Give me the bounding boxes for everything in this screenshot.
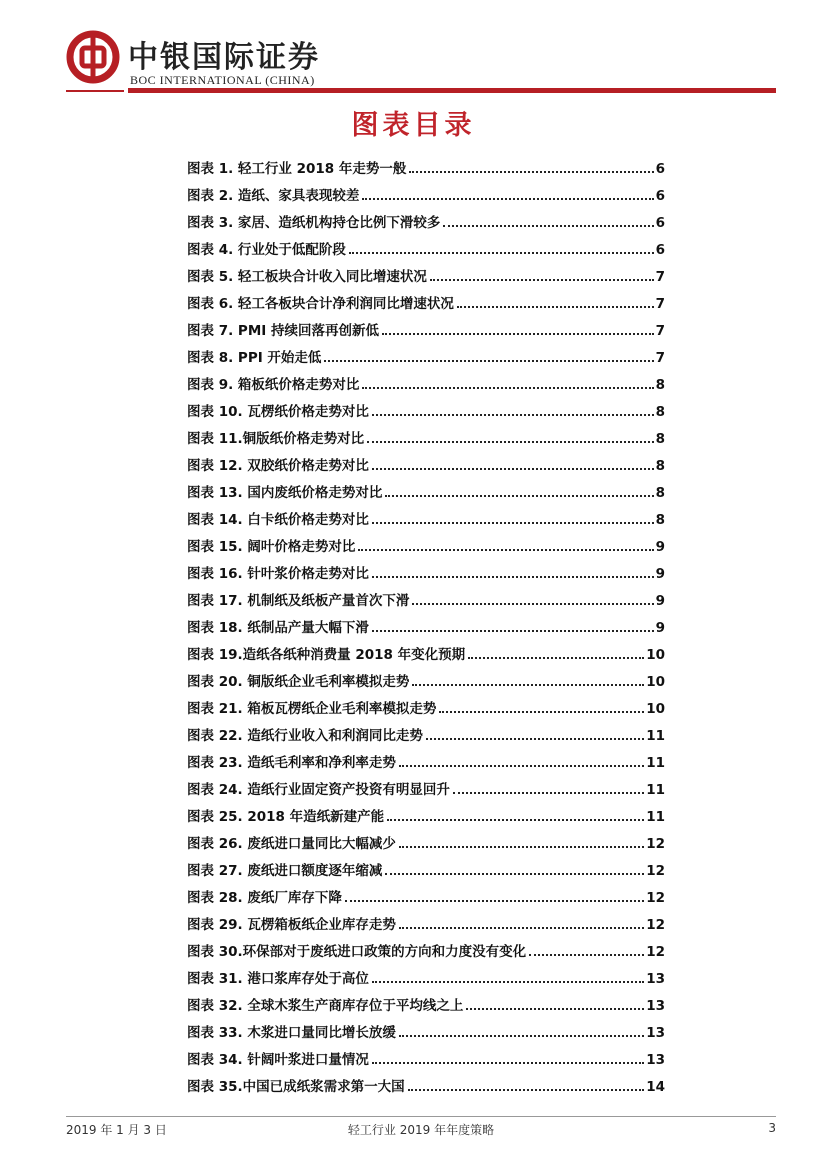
toc-entry[interactable]	[187, 670, 665, 697]
header-divider-left	[66, 90, 124, 92]
brand-name-en: BOC INTERNATIONAL (CHINA)	[130, 73, 315, 87]
toc-entry-page[interactable]: 11	[646, 728, 665, 744]
toc-entry-page[interactable]: 13	[646, 971, 665, 987]
toc-entry-page[interactable]: 7	[655, 296, 665, 312]
toc-entry-page[interactable]: 12	[646, 917, 665, 933]
toc-entry-label[interactable]: 图表 10. 瓦楞纸价格走势对比	[187, 404, 369, 420]
toc-dot-leader	[399, 846, 644, 848]
toc-entry-label[interactable]: 图表 13. 国内废纸价格走势对比	[187, 485, 383, 501]
toc-dot-leader	[443, 225, 653, 227]
toc-entry[interactable]	[187, 562, 665, 589]
footer-report-title: 轻工行业 2019 年年度策略	[347, 1123, 495, 1137]
footer-date: 2019 年 1 月 3 日	[66, 1123, 167, 1137]
toc-entry-page[interactable]: 9	[655, 620, 665, 636]
toc-entry-label[interactable]: 图表 29. 瓦楞箱板纸企业库存走势	[187, 917, 396, 933]
toc-entry-label[interactable]: 图表 30.环保部对于废纸进口政策的方向和力度没有变化	[187, 944, 527, 960]
toc-entry-page[interactable]: 9	[655, 566, 665, 582]
toc-entry-label[interactable]: 图表 32. 全球木浆生产商库存位于平均线之上	[187, 998, 464, 1014]
toc-entry-label[interactable]: 图表 2. 造纸、家具表现较差	[187, 188, 360, 204]
toc-entry-label[interactable]: 图表 14. 白卡纸价格走势对比	[187, 512, 369, 528]
toc-entry-page[interactable]: 12	[646, 944, 665, 960]
toc-entry-page[interactable]: 12	[646, 863, 665, 879]
toc-entry[interactable]	[187, 778, 665, 805]
toc-dot-leader	[367, 441, 653, 443]
toc-entry-page[interactable]: 6	[655, 161, 665, 177]
toc-entry[interactable]	[187, 1021, 665, 1048]
toc-dot-leader	[349, 252, 654, 254]
toc-entry[interactable]	[187, 913, 665, 940]
toc-entry[interactable]	[187, 508, 665, 535]
toc-entry-label[interactable]: 图表 25. 2018 年造纸新建产能	[187, 809, 385, 825]
toc-entry[interactable]	[187, 319, 665, 346]
toc-entry-page[interactable]: 10	[646, 674, 665, 690]
toc-entry-page[interactable]: 14	[646, 1079, 665, 1095]
toc-entry[interactable]	[187, 994, 665, 1021]
toc-entry[interactable]	[187, 1075, 665, 1102]
toc-entry-label[interactable]: 图表 34. 针阔叶浆进口量情况	[187, 1052, 369, 1068]
toc-title: 图表目录	[351, 110, 476, 141]
toc-entry[interactable]	[187, 373, 665, 400]
toc-entry[interactable]	[187, 643, 665, 670]
toc-entry[interactable]	[187, 1048, 665, 1075]
toc-entry-label[interactable]: 图表 18. 纸制品产量大幅下滑	[187, 620, 369, 636]
toc-dot-leader	[362, 198, 653, 200]
toc-dot-leader	[345, 900, 644, 902]
toc-entry-label[interactable]: 图表 16. 针叶浆价格走势对比	[187, 566, 369, 582]
page-footer	[66, 1121, 776, 1139]
toc-entry[interactable]	[187, 724, 665, 751]
toc-entry[interactable]	[187, 265, 665, 292]
toc-entry-page[interactable]: 13	[646, 1025, 665, 1041]
toc-dot-leader	[372, 522, 654, 524]
footer-divider	[66, 1116, 776, 1117]
toc-dot-leader	[408, 1089, 645, 1091]
toc-entry-page[interactable]: 8	[655, 404, 665, 420]
toc-entry-label[interactable]: 图表 4. 行业处于低配阶段	[187, 242, 346, 258]
toc-entry-label[interactable]: 图表 35.中国已成纸浆需求第一大国	[187, 1079, 405, 1095]
toc-dot-leader	[412, 684, 644, 686]
toc-entry[interactable]	[187, 589, 665, 616]
toc-entry-page[interactable]: 13	[646, 998, 665, 1014]
toc-dot-leader	[372, 981, 644, 983]
toc-entry-label[interactable]: 图表 33. 木浆进口量同比增长放缓	[187, 1025, 396, 1041]
toc-entry-page[interactable]: 12	[646, 836, 665, 852]
toc-dot-leader	[457, 306, 654, 308]
toc-entry[interactable]	[187, 346, 665, 373]
toc-entry-page[interactable]: 6	[655, 188, 665, 204]
toc-dot-leader	[372, 414, 654, 416]
toc-entry-page[interactable]: 9	[655, 593, 665, 609]
toc-entry-page[interactable]: 7	[655, 323, 665, 339]
toc-dot-leader	[439, 711, 644, 713]
toc-dot-leader	[372, 576, 654, 578]
toc-entry-label[interactable]: 图表 6. 轻工各板块合计净利润同比增速状况	[187, 296, 454, 312]
toc-entry-page[interactable]: 8	[655, 485, 665, 501]
toc-entry[interactable]	[187, 886, 665, 913]
toc-entry-page[interactable]: 7	[655, 350, 665, 366]
toc-dot-leader	[453, 792, 644, 794]
toc-dot-leader	[382, 333, 654, 335]
footer-page-number: 3	[768, 1121, 776, 1135]
toc-dot-leader	[372, 468, 654, 470]
toc-entry[interactable]	[187, 832, 665, 859]
table-of-figures	[187, 157, 665, 1102]
toc-entry-page[interactable]: 7	[655, 269, 665, 285]
toc-entry[interactable]	[187, 535, 665, 562]
toc-entry[interactable]	[187, 859, 665, 886]
toc-entry-page[interactable]: 8	[655, 512, 665, 528]
toc-dot-leader	[399, 927, 644, 929]
toc-dot-leader	[385, 495, 653, 497]
toc-entry-page[interactable]: 6	[655, 215, 665, 231]
toc-entry-page[interactable]: 8	[655, 431, 665, 447]
toc-entry-label[interactable]: 图表 22. 造纸行业收入和利润同比走势	[187, 728, 423, 744]
toc-entry-page[interactable]: 13	[646, 1052, 665, 1068]
toc-entry-page[interactable]: 11	[646, 755, 665, 771]
toc-entry[interactable]	[187, 292, 665, 319]
toc-dot-leader	[362, 387, 653, 389]
toc-entry-label[interactable]: 图表 24. 造纸行业固定资产投资有明显回升	[187, 782, 450, 798]
toc-entry-label[interactable]: 图表 3. 家居、造纸机构持仓比例下滑较多	[187, 215, 441, 231]
header-divider	[128, 88, 776, 93]
toc-entry-label[interactable]: 图表 1. 轻工行业 2018 年走势一般	[187, 161, 407, 177]
toc-entry-label[interactable]: 图表 23. 造纸毛利率和净利率走势	[187, 755, 396, 771]
toc-entry-label[interactable]: 图表 26. 废纸进口量同比大幅减少	[187, 836, 396, 852]
toc-dot-leader	[399, 765, 644, 767]
toc-dot-leader	[466, 1008, 644, 1010]
toc-entry-label[interactable]: 图表 7. PMI 持续回落再创新低	[187, 323, 379, 339]
toc-entry-page[interactable]: 10	[646, 647, 665, 663]
toc-entry[interactable]	[187, 751, 665, 778]
toc-dot-leader	[358, 549, 653, 551]
toc-entry[interactable]	[187, 940, 665, 967]
toc-entry[interactable]	[187, 238, 665, 265]
boc-logo-icon	[66, 30, 120, 84]
toc-entry-page[interactable]: 6	[655, 242, 665, 258]
page-header	[66, 30, 776, 100]
toc-entry-page[interactable]: 8	[655, 377, 665, 393]
toc-entry[interactable]	[187, 481, 665, 508]
toc-entry[interactable]	[187, 400, 665, 427]
toc-entry[interactable]	[187, 211, 665, 238]
toc-dot-leader	[372, 1062, 644, 1064]
toc-entry-label[interactable]: 图表 17. 机制纸及纸板产量首次下滑	[187, 593, 410, 609]
toc-entry-page[interactable]: 8	[655, 458, 665, 474]
toc-entry-label[interactable]: 图表 11.铜版纸价格走势对比	[187, 431, 365, 447]
toc-entry-page[interactable]: 9	[655, 539, 665, 555]
toc-entry-label[interactable]: 图表 12. 双胶纸价格走势对比	[187, 458, 369, 474]
toc-entry-label[interactable]: 图表 19.造纸各纸种消费量 2018 年变化预期	[187, 647, 466, 663]
toc-dot-leader	[387, 819, 644, 821]
toc-entry-label[interactable]: 图表 15. 阔叶价格走势对比	[187, 539, 356, 555]
toc-dot-leader	[324, 360, 653, 362]
toc-entry[interactable]	[187, 454, 665, 481]
toc-dot-leader	[412, 603, 653, 605]
toc-entry-label[interactable]: 图表 8. PPI 开始走低	[187, 350, 322, 366]
toc-dot-leader	[372, 630, 654, 632]
toc-entry[interactable]	[187, 697, 665, 724]
toc-entry-page[interactable]: 11	[646, 809, 665, 825]
toc-entry-label[interactable]: 图表 20. 铜版纸企业毛利率模拟走势	[187, 674, 410, 690]
toc-entry[interactable]	[187, 427, 665, 454]
toc-entry-label[interactable]: 图表 31. 港口浆库存处于高位	[187, 971, 369, 987]
toc-dot-leader	[409, 171, 653, 173]
toc-dot-leader	[426, 738, 644, 740]
toc-entry[interactable]	[187, 967, 665, 994]
toc-entry[interactable]	[187, 184, 665, 211]
toc-entry-page[interactable]: 11	[646, 782, 665, 798]
toc-entry-label[interactable]: 图表 5. 轻工板块合计收入同比增速状况	[187, 269, 427, 285]
brand-name-cn: 中银国际证券	[128, 40, 320, 75]
toc-entry[interactable]	[187, 616, 665, 643]
toc-dot-leader	[430, 279, 654, 281]
toc-entry[interactable]	[187, 157, 665, 184]
toc-dot-leader	[399, 1035, 644, 1037]
toc-entry-label[interactable]: 图表 27. 废纸进口额度逐年缩减	[187, 863, 383, 879]
toc-dot-leader	[385, 873, 644, 875]
toc-entry[interactable]	[187, 805, 665, 832]
toc-entry-page[interactable]: 10	[646, 701, 665, 717]
toc-dot-leader	[468, 657, 644, 659]
toc-entry-label[interactable]: 图表 28. 废纸厂库存下降	[187, 890, 342, 906]
toc-entry-page[interactable]: 12	[646, 890, 665, 906]
toc-entry-label[interactable]: 图表 21. 箱板瓦楞纸企业毛利率模拟走势	[187, 701, 437, 717]
toc-dot-leader	[529, 954, 644, 956]
toc-entry-label[interactable]: 图表 9. 箱板纸价格走势对比	[187, 377, 360, 393]
